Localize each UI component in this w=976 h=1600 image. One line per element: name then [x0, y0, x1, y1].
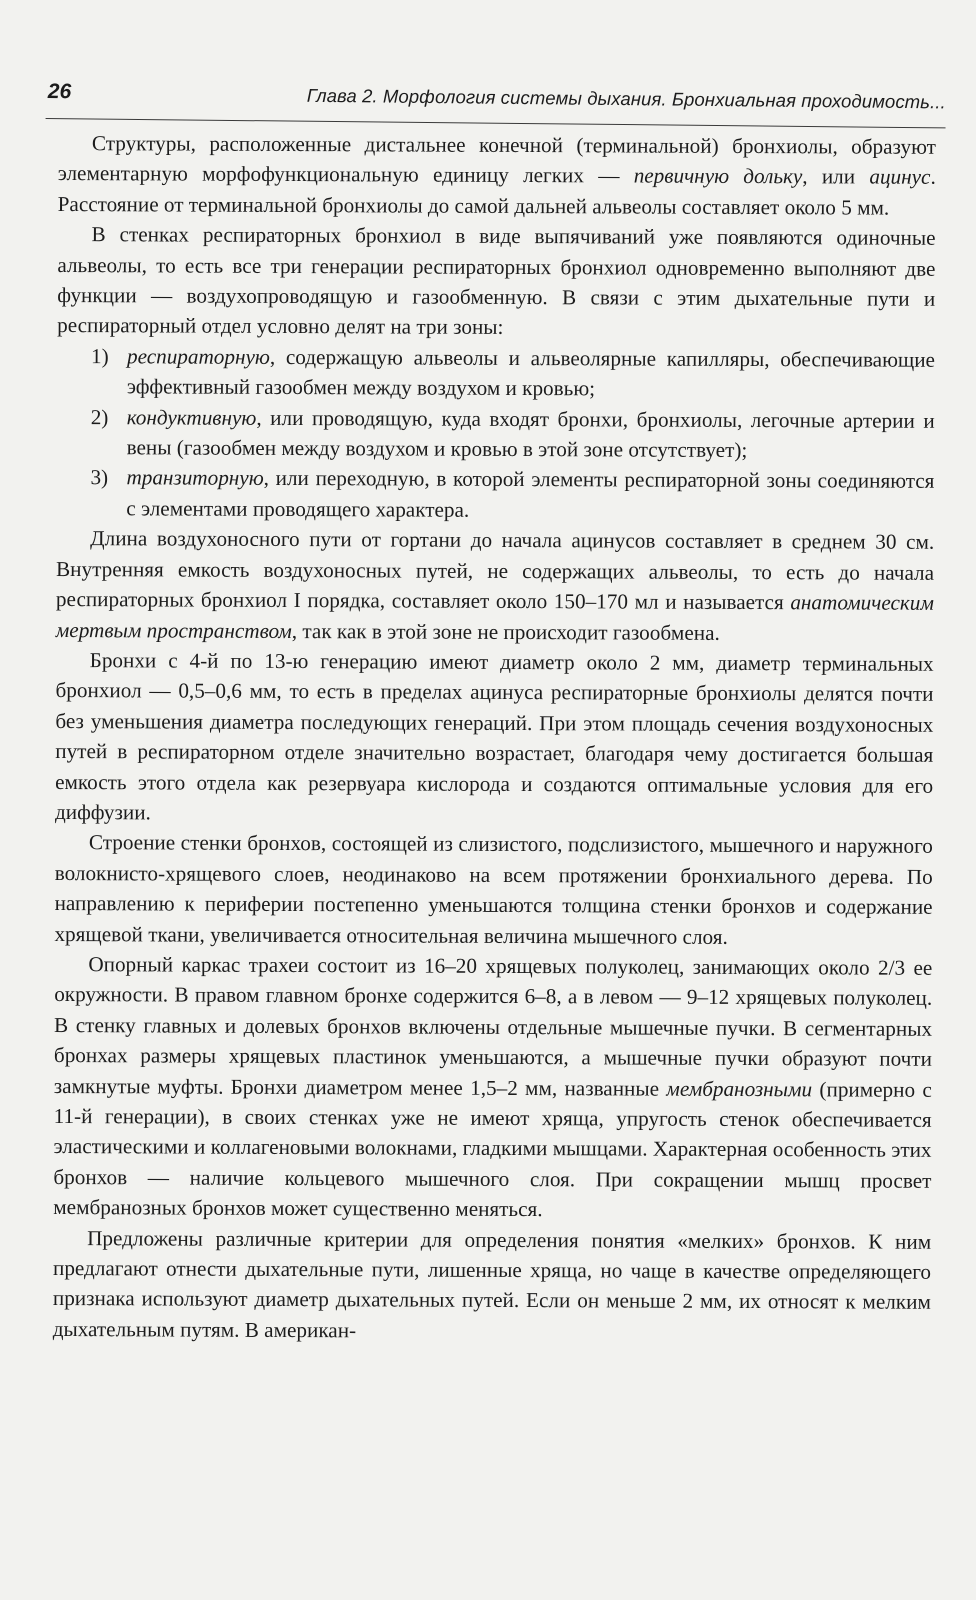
list-item	[57, 402, 935, 467]
emphasis-term: респираторную	[126, 344, 270, 369]
list-item-text: , или переходную, в которой элементы респираторной зоны соединяются с элементами проводящего характера.	[126, 466, 935, 522]
emphasis-term: ацинус	[869, 164, 931, 190]
text-run: , так как в этой зоне не происходит газообмена.	[291, 618, 720, 645]
emphasis-term: анатомическим мертвым пространством	[55, 590, 934, 643]
page-header	[46, 78, 946, 128]
zones-list	[56, 341, 935, 527]
paragraph-trachea-frame	[53, 949, 932, 1226]
text-run: , или	[802, 164, 870, 189]
paragraph-dead-space	[56, 523, 935, 648]
paragraph-bronchi-diameter: Бронхи с 4-й по 13-ю генерацию имеют диаметр около 2 мм, диаметр терминальных бронхиол — 0,5–0,6 мм, то есть в пределах ацинуса респираторные бронхиолы делятся почти без уменьшения диаметра последующих генераций. При этом площадь сечения воздухоносных путей в респираторном отделе значительно возрастает, благодаря чему достигается большая емкость этого отдела как резервуара кислорода и создаются оптимальные условия для его диффузии.	[54, 648, 934, 825]
text-run: Длина воздухоносного пути от гортани до начала ацинусов составляет в среднем 30 см. Внутренняя емкость воздухоносных путей, не содержащих альвеолы, то есть до начала респираторных бронхиол I порядка, составляет около 150–170 мл и называется	[55, 526, 935, 615]
text-run: Опорный каркас трахеи состоит из 16–20 хрящевых полуколец, занимающих около 2/3 ее окружности. В правом главном бронхе содержится 6–8, а в левом — 9–12 хрящевых полуколец. В стенку главных и долевых бронхов включены отдельные мышечные пучки. В сегментарных бронхах размеры хрящевых пластинок уменьшаются, а мышечные пучки образуют почти замкнутые муфты. Бронхи диаметром менее 1,5–2 мм, названные	[53, 952, 933, 1101]
paragraph-bronchial-wall: Строение стенки бронхов, состоящей из слизистого, подслизистого, мышечного и наружного волокнисто-хрящевого слоев, неодинаково на всем протяжении бронхиального дерева. По направлению к периферии постепенно уменьшаются толщина стенки бронхов и содержание хрящевой ткани, увеличивается относительная величина мышечного слоя.	[54, 830, 933, 949]
paragraph-small-bronchi: Предложены различные критерии для определения понятия «мелких» бронхов. К ним предлагают отнести дыхательные пути, лишенные хряща, но чаще в качестве определяющего признака используют диаметр дыхательных путей. Если он меньше 2 мм, их относят к мелким дыхательным путям. В американ-	[52, 1225, 932, 1343]
text-run: . Расстояние от терминальной бронхиолы до самой дальней альвеолы составляет около 5 мм.	[57, 165, 936, 220]
paragraph-acinus	[58, 128, 936, 223]
text-run: Структуры, расположенные дистальнее конечной (терминальной) бронхиолы, образуют элементарную морфофункциональную единицу легких —	[57, 131, 936, 188]
paragraph-zones-intro: В стенках респираторных бронхиол в виде выпячиваний уже появляются одиночные альвеолы, то есть все три генерации респираторных бронхиол одновременно выполняют две функции — воздухопроводящую и газообменную. В связи с этим дыхательные пути и респираторный отдел условно делят на три зоны:	[57, 222, 936, 340]
list-item-text: , или проводящую, куда входят бронхи, бронхиолы, легочные артерии и вены (газообмен между воздухом и кровью в этой зоне отсутствует);	[126, 405, 935, 463]
running-head: Глава 2. Морфология системы дыхания. Бронхиальная проходимость...	[306, 84, 946, 113]
text-run: (примерно с 11-й генерации), в своих стенках уже не имеют хряща, упругость стенок обеспечивается эластическими и коллагеновыми волокнами, гладкими мышцами. Характерная особенность этих бронхов — наличие кольцевого мышечного слоя. При сокращении мышц просвет мембранозных бронхов может существенно меняться.	[53, 1076, 932, 1222]
list-item	[56, 462, 934, 527]
emphasis-term: транзиторную	[126, 465, 264, 491]
page-number: 26	[47, 80, 72, 104]
list-number: 2)	[90, 404, 109, 429]
emphasis-term: мембранозными	[666, 1076, 813, 1101]
list-item-text: , содержащую альвеолы и альвеолярные капилляры, обеспечивающие эффективный газообмен между воздухом и кровью;	[126, 344, 936, 401]
emphasis-term: кондуктивную	[126, 404, 257, 430]
list-number: 1)	[90, 343, 109, 369]
list-item	[57, 341, 935, 406]
emphasis-term: первичную дольку	[633, 163, 803, 189]
body-text	[53, 128, 936, 1348]
list-number: 3)	[90, 465, 109, 490]
